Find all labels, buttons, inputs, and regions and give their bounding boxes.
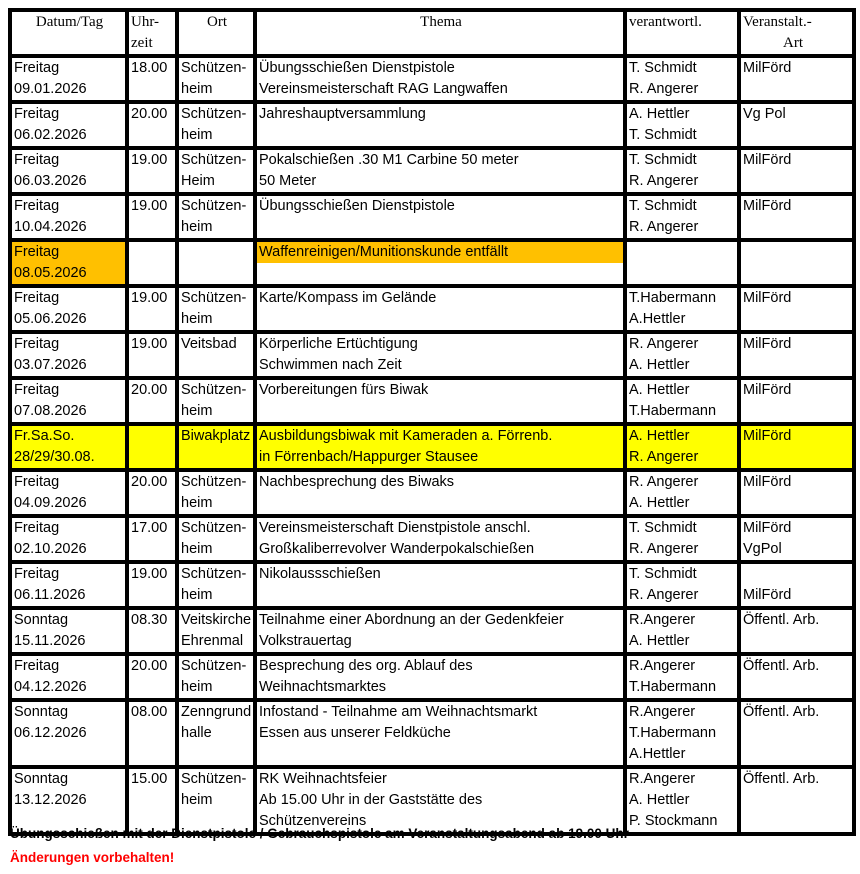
header-art: Veranstalt.- Art xyxy=(739,10,854,56)
cell-ort xyxy=(177,516,255,562)
cell-uhrzeit xyxy=(127,470,177,516)
cell-thema-line: Großkaliberrevolver Wanderpokalschießen xyxy=(259,541,535,557)
cell-datum-line: 04.12.2026 xyxy=(14,679,87,695)
cell-ort xyxy=(177,240,255,286)
table-row xyxy=(10,608,854,654)
cell-verantwortl xyxy=(625,562,739,608)
cell-art-line: MilFörd xyxy=(743,474,792,490)
cell-thema xyxy=(255,378,625,424)
table-row xyxy=(10,56,854,102)
cell-verantwortl xyxy=(625,194,739,240)
cell-datum-line: Freitag xyxy=(14,106,60,122)
cell-ort-line: Schützen- xyxy=(181,382,247,398)
cell-verantwortl-line: A. Hettler xyxy=(629,382,690,398)
cell-datum xyxy=(10,194,127,240)
cell-datum-line: Freitag xyxy=(14,520,60,536)
cell-verantwortl xyxy=(625,148,739,194)
cell-thema-line: Schützenvereins xyxy=(259,813,367,829)
cell-thema xyxy=(255,102,625,148)
cell-datum-line: Freitag xyxy=(14,244,60,260)
cell-datum-line: 04.09.2026 xyxy=(14,495,87,511)
cell-verantwortl-line: A. Hettler xyxy=(629,357,690,373)
cell-uhrzeit xyxy=(127,286,177,332)
cell-datum-line: 07.08.2026 xyxy=(14,403,87,419)
cell-ort-line: Heim xyxy=(181,173,215,189)
table-row xyxy=(10,516,854,562)
cell-ort-line: Schützen- xyxy=(181,474,247,490)
cell-datum xyxy=(10,562,127,608)
cell-ort-line: Veitskirche xyxy=(181,612,252,628)
cell-uhrzeit-line: 08.30 xyxy=(131,612,168,628)
cell-thema-line: Übungsschießen Dienstpistole xyxy=(259,60,455,76)
table-row xyxy=(10,102,854,148)
cell-ort-line: Schützen- xyxy=(181,566,247,582)
cell-verantwortl xyxy=(625,286,739,332)
cell-art-line: Vg Pol xyxy=(743,106,786,122)
event-schedule-table xyxy=(8,8,856,836)
cell-thema-line: Teilnahme einer Abordnung an der Gedenkfeier xyxy=(259,612,564,628)
cell-verantwortl-line: T. Schmidt xyxy=(629,520,697,536)
cell-art xyxy=(739,148,854,194)
cell-art-line: MilFörd xyxy=(743,60,792,76)
table-row xyxy=(10,240,854,286)
cell-art-line: MilFörd xyxy=(743,152,792,168)
cell-thema xyxy=(255,286,625,332)
table-row xyxy=(10,194,854,240)
cell-verantwortl-line: A.Hettler xyxy=(629,746,686,762)
cell-art-line: MilFörd xyxy=(743,290,792,306)
cell-uhrzeit-line: 19.00 xyxy=(131,152,168,168)
table-header-row xyxy=(10,10,854,56)
cell-thema xyxy=(255,767,625,834)
cell-uhrzeit-line: 08.00 xyxy=(131,704,168,720)
cell-uhrzeit xyxy=(127,148,177,194)
cell-uhrzeit xyxy=(127,608,177,654)
cell-ort xyxy=(177,56,255,102)
table-row xyxy=(10,562,854,608)
cell-datum xyxy=(10,700,127,767)
cell-verantwortl-line: T. Schmidt xyxy=(629,127,697,143)
cell-datum-line: 05.06.2026 xyxy=(14,311,87,327)
cell-datum-line: 09.01.2026 xyxy=(14,81,87,97)
cell-datum-line: Sonntag xyxy=(14,771,69,787)
cell-datum xyxy=(10,516,127,562)
cell-thema-line: Vereinsmeisterschaft Dienstpistole anschl. xyxy=(259,520,531,536)
cell-datum-line: 15.11.2026 xyxy=(14,633,86,649)
cell-uhrzeit-line xyxy=(131,426,175,447)
cell-datum xyxy=(10,378,127,424)
cell-datum xyxy=(10,56,127,102)
cell-verantwortl-line: T.Habermann xyxy=(629,679,717,695)
cell-ort-line: Schützen- xyxy=(181,60,247,76)
cell-ort xyxy=(177,424,255,470)
cell-verantwortl-line: R.Angerer xyxy=(629,658,696,674)
cell-ort-line: Zenngrund xyxy=(181,704,252,720)
cell-ort xyxy=(177,470,255,516)
cell-datum xyxy=(10,654,127,700)
cell-uhrzeit-line xyxy=(131,242,175,263)
cell-datum xyxy=(10,470,127,516)
cell-ort-line: heim xyxy=(181,127,213,143)
cell-art-line: MilFörd xyxy=(743,382,792,398)
cell-ort-line: heim xyxy=(181,311,213,327)
cell-ort-line: heim xyxy=(181,541,213,557)
cell-art-line: VgPol xyxy=(743,541,782,557)
cell-thema-line: Waffenreinigen/Munitionskunde entfällt xyxy=(257,242,623,263)
cell-datum-line: 02.10.2026 xyxy=(14,541,87,557)
table-row xyxy=(10,654,854,700)
cell-datum xyxy=(10,102,127,148)
cell-uhrzeit xyxy=(127,378,177,424)
cell-ort-line: heim xyxy=(181,495,213,511)
cell-thema-line: Jahreshauptversammlung xyxy=(259,106,426,122)
cell-verantwortl xyxy=(625,102,739,148)
cell-ort-line: Ehrenmal xyxy=(181,633,244,649)
cell-thema-line: Karte/Kompass im Gelände xyxy=(259,290,437,306)
cell-ort xyxy=(177,194,255,240)
cell-thema xyxy=(255,148,625,194)
cell-verantwortl-line: R. Angerer xyxy=(629,81,699,97)
cell-thema-line: Essen aus unserer Feldküche xyxy=(259,725,451,741)
cell-thema xyxy=(255,470,625,516)
cell-uhrzeit xyxy=(127,102,177,148)
cell-verantwortl-line: T.Habermann xyxy=(629,403,717,419)
cell-verantwortl-line: T. Schmidt xyxy=(629,152,697,168)
cell-verantwortl-line: A. Hettler xyxy=(629,106,690,122)
header-ort: Ort xyxy=(177,10,255,56)
table-row xyxy=(10,332,854,378)
cell-art xyxy=(739,332,854,378)
cell-thema-line: Besprechung des org. Ablauf des xyxy=(259,658,473,674)
cell-verantwortl-line: T. Schmidt xyxy=(629,566,697,582)
cell-datum-line: Freitag xyxy=(14,60,60,76)
cell-datum-line: 06.02.2026 xyxy=(14,127,87,143)
cell-verantwortl-line: T. Schmidt xyxy=(629,198,697,214)
cell-ort xyxy=(177,102,255,148)
cell-uhrzeit xyxy=(127,332,177,378)
cell-verantwortl-line: T.Habermann xyxy=(629,725,717,741)
cell-verantwortl-line: R. Angerer xyxy=(629,474,699,490)
cell-verantwortl xyxy=(625,470,739,516)
cell-art-line: Öffentl. Arb. xyxy=(743,771,820,787)
cell-thema xyxy=(255,562,625,608)
cell-ort xyxy=(177,148,255,194)
cell-datum-line: Freitag xyxy=(14,198,60,214)
cell-ort-line: Schützen- xyxy=(181,152,247,168)
cell-thema-line: Infostand - Teilnahme am Weihnachtsmarkt xyxy=(259,704,538,720)
cell-ort-line: Biwakplatz xyxy=(181,428,251,444)
cell-verantwortl xyxy=(625,700,739,767)
cell-datum-line: 28/29/30.08. xyxy=(14,449,95,465)
cell-uhrzeit-line: 20.00 xyxy=(131,658,168,674)
cell-verantwortl-line: R. Angerer xyxy=(629,219,699,235)
cell-art xyxy=(739,700,854,767)
footer-disclaimer: Änderungen vorbehalten! xyxy=(10,850,175,865)
cell-art xyxy=(739,240,854,286)
cell-verantwortl xyxy=(625,332,739,378)
cell-ort-line: heim xyxy=(181,679,213,695)
cell-uhrzeit xyxy=(127,194,177,240)
cell-uhrzeit-line: 20.00 xyxy=(131,106,168,122)
cell-verantwortl-line: R.Angerer xyxy=(629,704,696,720)
cell-ort xyxy=(177,332,255,378)
cell-thema-line: Ab 15.00 Uhr in der Gaststätte des xyxy=(259,792,483,808)
table-row xyxy=(10,286,854,332)
cell-datum xyxy=(10,767,127,834)
table-row xyxy=(10,148,854,194)
cell-thema-line: Körperliche Ertüchtigung xyxy=(259,336,418,352)
cell-datum-line: Freitag xyxy=(14,474,60,490)
cell-verantwortl xyxy=(625,378,739,424)
cell-thema xyxy=(255,56,625,102)
cell-datum xyxy=(10,332,127,378)
cell-uhrzeit-line: 19.00 xyxy=(131,198,168,214)
cell-verantwortl-line: A. Hettler xyxy=(629,633,690,649)
cell-uhrzeit-line: 20.00 xyxy=(131,474,168,490)
header-verantwortl: verantwortl. xyxy=(625,10,739,56)
cell-ort-line: heim xyxy=(181,403,213,419)
cell-art xyxy=(739,424,854,470)
cell-datum-line: Freitag xyxy=(14,658,60,674)
cell-thema xyxy=(255,424,625,470)
cell-ort xyxy=(177,767,255,834)
cell-uhrzeit xyxy=(127,56,177,102)
cell-datum-line: 06.03.2026 xyxy=(14,173,87,189)
header-uhrzeit: Uhr- zeit xyxy=(127,10,177,56)
cell-thema xyxy=(255,194,625,240)
cell-ort-line: Schützen- xyxy=(181,520,247,536)
cell-art-line: MilFörd xyxy=(743,428,792,444)
cell-datum xyxy=(10,424,127,470)
cell-uhrzeit xyxy=(127,700,177,767)
cell-datum-line: 03.07.2026 xyxy=(14,357,87,373)
cell-art-line: Öffentl. Arb. xyxy=(743,658,820,674)
cell-ort-line: halle xyxy=(181,725,212,741)
cell-verantwortl-line: A. Hettler xyxy=(629,495,690,511)
cell-ort xyxy=(177,378,255,424)
cell-datum-line: Freitag xyxy=(14,382,60,398)
cell-thema-line: Vereinsmeisterschaft RAG Langwaffen xyxy=(259,81,508,97)
cell-datum-line: Freitag xyxy=(14,290,60,306)
cell-verantwortl xyxy=(625,767,739,834)
cell-uhrzeit-line: 19.00 xyxy=(131,290,168,306)
cell-ort-line: heim xyxy=(181,587,213,603)
cell-ort xyxy=(177,608,255,654)
cell-thema-line: Pokalschießen .30 M1 Carbine 50 meter xyxy=(259,152,519,168)
cell-art xyxy=(739,654,854,700)
cell-verantwortl-line: R. Angerer xyxy=(629,449,699,465)
cell-ort-line: heim xyxy=(181,81,213,97)
cell-verantwortl-line: A.Hettler xyxy=(629,311,686,327)
cell-datum-line: Sonntag xyxy=(14,704,69,720)
cell-art xyxy=(739,286,854,332)
cell-thema-line: Nachbesprechung des Biwaks xyxy=(259,474,455,490)
cell-uhrzeit xyxy=(127,424,177,470)
cell-ort xyxy=(177,700,255,767)
cell-thema-line: Vorbereitungen fürs Biwak xyxy=(259,382,429,398)
cell-uhrzeit-line: 19.00 xyxy=(131,336,168,352)
header-datum: Datum/Tag xyxy=(10,10,127,56)
cell-verantwortl-line: R. Angerer xyxy=(629,587,699,603)
cell-thema-line: RK Weihnachtsfeier xyxy=(259,771,387,787)
cell-uhrzeit-line: 17.00 xyxy=(131,520,168,536)
cell-uhrzeit-line: 18.00 xyxy=(131,60,168,76)
cell-verantwortl-line: R. Angerer xyxy=(629,541,699,557)
cell-verantwortl-line: A. Hettler xyxy=(629,428,690,444)
cell-verantwortl-line: A. Hettler xyxy=(629,792,690,808)
cell-art-line: MilFörd xyxy=(743,587,792,603)
cell-uhrzeit xyxy=(127,767,177,834)
cell-verantwortl xyxy=(625,608,739,654)
cell-verantwortl-line: R. Angerer xyxy=(629,336,699,352)
cell-thema-line: Weihnachtsmarktes xyxy=(259,679,387,695)
cell-datum xyxy=(10,240,127,286)
cell-ort xyxy=(177,562,255,608)
cell-art xyxy=(739,608,854,654)
cell-ort xyxy=(177,654,255,700)
cell-verantwortl xyxy=(625,240,739,286)
cell-ort-line: Schützen- xyxy=(181,658,247,674)
footer-note: Übungsschießen mit der Dienstpistole / Gebrauchspistole am Veranstaltungsabend ab 19.00 Uhr xyxy=(10,826,629,841)
cell-datum-line: Fr.Sa.So. xyxy=(14,428,75,444)
cell-ort-line: Schützen- xyxy=(181,198,247,214)
cell-uhrzeit xyxy=(127,240,177,286)
cell-thema xyxy=(255,332,625,378)
cell-datum-line: Freitag xyxy=(14,152,60,168)
cell-art-line: Öffentl. Arb. xyxy=(743,704,820,720)
cell-verantwortl xyxy=(625,516,739,562)
cell-art xyxy=(739,194,854,240)
cell-thema-line: Übungsschießen Dienstpistole xyxy=(259,198,455,214)
cell-verantwortl-line: R.Angerer xyxy=(629,612,696,628)
table-row xyxy=(10,378,854,424)
cell-art-line: MilFörd xyxy=(743,336,792,352)
cell-art-line: Öffentl. Arb. xyxy=(743,612,820,628)
cell-ort-line: heim xyxy=(181,219,213,235)
cell-art-line: MilFörd xyxy=(743,198,792,214)
header-thema: Thema xyxy=(255,10,625,56)
cell-datum xyxy=(10,286,127,332)
cell-uhrzeit xyxy=(127,654,177,700)
cell-thema-line: 50 Meter xyxy=(259,173,317,189)
cell-ort-line: Schützen- xyxy=(181,771,247,787)
cell-verantwortl xyxy=(625,654,739,700)
cell-art xyxy=(739,767,854,834)
cell-verantwortl xyxy=(625,424,739,470)
cell-verantwortl-line: T. Schmidt xyxy=(629,60,697,76)
cell-datum-line: Freitag xyxy=(14,336,60,352)
cell-datum-line: Sonntag xyxy=(14,612,69,628)
cell-verantwortl xyxy=(625,56,739,102)
cell-verantwortl-line: P. Stockmann xyxy=(629,813,718,829)
cell-uhrzeit xyxy=(127,562,177,608)
table-row xyxy=(10,700,854,767)
cell-art xyxy=(739,470,854,516)
cell-verantwortl-line: R.Angerer xyxy=(629,771,696,787)
cell-datum-line: 06.11.2026 xyxy=(14,587,86,603)
cell-art xyxy=(739,516,854,562)
cell-verantwortl-line: T.Habermann xyxy=(629,290,717,306)
table-row xyxy=(10,767,854,834)
cell-thema xyxy=(255,654,625,700)
cell-ort-line: Schützen- xyxy=(181,106,247,122)
cell-uhrzeit-line: 20.00 xyxy=(131,382,168,398)
cell-uhrzeit xyxy=(127,516,177,562)
cell-datum xyxy=(10,608,127,654)
cell-art-line xyxy=(743,564,852,585)
cell-art-line: MilFörd xyxy=(743,520,792,536)
cell-datum-line: Freitag xyxy=(14,566,60,582)
cell-thema-line: Ausbildungsbiwak mit Kameraden a. Förrenb. xyxy=(259,428,553,444)
cell-datum-line: 13.12.2026 xyxy=(14,792,87,808)
cell-uhrzeit-line: 19.00 xyxy=(131,566,168,582)
cell-thema-line: Volkstrauertag xyxy=(259,633,352,649)
cell-uhrzeit-line: 15.00 xyxy=(131,771,168,787)
cell-thema xyxy=(255,700,625,767)
cell-thema-line: in Förrenbach/Happurger Stausee xyxy=(259,449,479,465)
cell-ort xyxy=(177,286,255,332)
cell-datum-line: 10.04.2026 xyxy=(14,219,87,235)
cell-thema-line: Nikolaussschießen xyxy=(259,566,381,582)
cell-thema xyxy=(255,240,625,286)
cell-thema xyxy=(255,516,625,562)
cell-datum xyxy=(10,148,127,194)
cell-ort-line: Schützen- xyxy=(181,290,247,306)
cell-ort-line: Veitsbad xyxy=(181,336,237,352)
cell-datum-line: 08.05.2026 xyxy=(14,265,87,281)
cell-thema xyxy=(255,608,625,654)
cell-art xyxy=(739,562,854,608)
table-row xyxy=(10,470,854,516)
cell-art xyxy=(739,378,854,424)
cell-art xyxy=(739,56,854,102)
table-row xyxy=(10,424,854,470)
cell-datum-line: 06.12.2026 xyxy=(14,725,87,741)
cell-ort-line: heim xyxy=(181,792,213,808)
cell-art xyxy=(739,102,854,148)
cell-thema-line: Schwimmen nach Zeit xyxy=(259,357,402,373)
cell-verantwortl-line: R. Angerer xyxy=(629,173,699,189)
